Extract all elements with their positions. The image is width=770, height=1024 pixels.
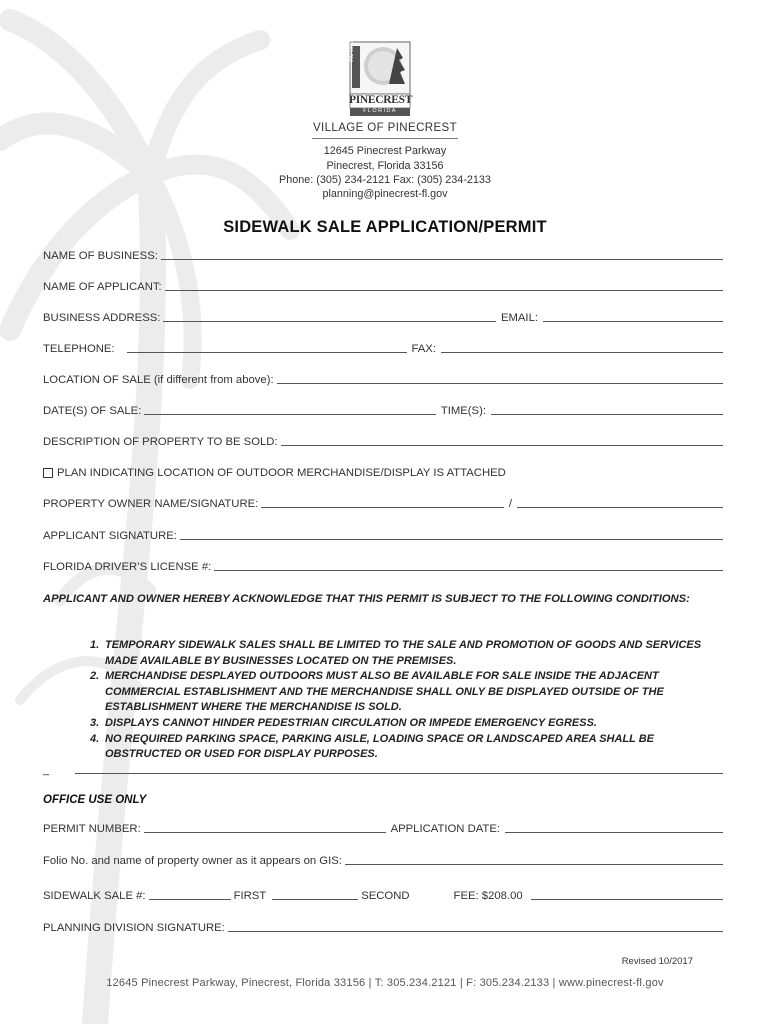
second-sale-line[interactable] — [272, 899, 358, 900]
first-label: FIRST — [233, 890, 267, 902]
business-address-label: BUSINESS ADDRESS: — [43, 312, 161, 324]
divider-row — [43, 764, 726, 776]
location-line[interactable] — [277, 383, 723, 384]
applicant-name-label: NAME OF APPLICANT: — [43, 281, 162, 293]
planning-signature-label: PLANNING DIVISION SIGNATURE: — [43, 922, 225, 934]
office-use-heading: OFFICE USE ONLY — [43, 794, 147, 806]
village-divider — [312, 138, 458, 139]
condition-text: MERCHANDISE DESPLAYED OUTDOORS MUST ALSO BE AVAILABLE FOR SALE INSIDE THE ADJACENT COMMERCIAL ESTABLISHMENT AND THE MERCHANDISE SHALL ONLY BE DISPLAYED OUTSIDE OF THE ESTABLISHMENT WHERE THE MERCHANDISE IS SOLD. — [105, 670, 664, 714]
divider-line — [75, 773, 723, 774]
permit-number-line[interactable] — [144, 832, 386, 833]
fax-label: FAX: — [411, 343, 436, 355]
location-label: LOCATION OF SALE (if different from above): — [43, 374, 274, 386]
business-address-line[interactable] — [163, 321, 496, 322]
applicant-signature-line[interactable] — [180, 539, 723, 540]
planning-signature-row — [43, 922, 726, 934]
permit-row — [43, 823, 726, 835]
conditions-list — [90, 638, 730, 763]
permit-number-label: PERMIT NUMBER: — [43, 823, 141, 835]
times-label: TIME(S): — [440, 405, 486, 417]
owner-signature-row — [43, 498, 726, 510]
business-name-row — [43, 250, 726, 262]
dates-label: DATE(S) OF SALE: — [43, 405, 142, 417]
application-date-label: APPLICATION DATE: — [390, 823, 500, 835]
divider-mark: _ — [43, 764, 50, 776]
business-name-label: NAME OF BUSINESS: — [43, 250, 158, 262]
dates-line[interactable] — [144, 414, 435, 415]
logo-seal-text: INC 1996 — [349, 40, 355, 62]
drivers-license-row — [43, 561, 726, 573]
description-line[interactable] — [281, 445, 723, 446]
plan-checkbox-row — [43, 467, 726, 479]
condition-number: 2. — [90, 670, 100, 683]
first-sale-line[interactable] — [149, 899, 231, 900]
description-label: DESCRIPTION OF PROPERTY TO BE SOLD: — [43, 436, 278, 448]
address-street: 12645 Pinecrest Parkway — [323, 145, 447, 157]
list-item — [90, 732, 730, 763]
telephone-label: TELEPHONE: — [43, 343, 115, 355]
owner-name-line[interactable] — [261, 507, 504, 508]
email-line[interactable] — [543, 321, 723, 322]
second-label: SECOND — [361, 890, 410, 902]
description-row — [43, 436, 726, 448]
applicant-name-row — [43, 281, 726, 293]
logo-subtext: FLORIDA — [363, 108, 397, 114]
plan-checkbox-label: PLAN INDICATING LOCATION OF OUTDOOR MERCHANDISE/DISPLAY IS ATTACHED — [57, 467, 506, 479]
fax-line[interactable] — [441, 352, 723, 353]
fee-line[interactable] — [531, 899, 723, 900]
page-title: SIDEWALK SALE APPLICATION/PERMIT — [223, 218, 547, 236]
applicant-signature-label: APPLICANT SIGNATURE: — [43, 530, 177, 542]
page-footer: 12645 Pinecrest Parkway, Pinecrest, Florida 33156 | T: 305.234.2121 | F: 305.234.2133 | www.pinecrest-fl.gov — [106, 977, 664, 989]
condition-number: 4. — [90, 732, 100, 745]
village-name: VILLAGE OF PINECREST — [312, 122, 458, 134]
dates-times-row — [43, 405, 726, 417]
telephone-line[interactable] — [127, 352, 407, 353]
address-phone: Phone: (305) 234-2121 Fax: (305) 234-2133 — [279, 174, 491, 186]
applicant-name-line[interactable] — [165, 290, 723, 291]
times-line[interactable] — [491, 414, 723, 415]
planning-signature-line[interactable] — [228, 931, 723, 932]
plan-checkbox[interactable] — [43, 468, 53, 478]
fee-label: FEE: $208.00 — [453, 890, 523, 902]
owner-signature-line[interactable] — [517, 507, 723, 508]
business-name-line[interactable] — [161, 259, 723, 260]
sidewalk-sale-label: SIDEWALK SALE #: — [43, 890, 146, 902]
drivers-license-label: FLORIDA DRIVER’S LICENSE #: — [43, 561, 212, 573]
list-item — [90, 638, 730, 669]
condition-number: 1. — [90, 639, 100, 651]
acknowledgement-text: APPLICANT AND OWNER HEREBY ACKNOWLEDGE THAT THIS PERMIT IS SUBJECT TO THE FOLLOWING CONDITIONS: — [43, 593, 690, 605]
condition-text: TEMPORARY SIDEWALK SALES SHALL BE LIMITED TO THE SALE AND PROMOTION OF GOODS AND SERVICES MADE AVAILABLE BY BUSINESSES LOCATED ON THE PREMISES. — [105, 639, 702, 667]
condition-text: NO REQUIRED PARKING SPACE, PARKING AISLE, LOADING SPACE OR LANDSCAPED AREA SHALL BE OBSTRUCTED OR USED FOR DISPLAY PURPOSES. — [105, 732, 655, 761]
condition-number: 3. — [90, 716, 100, 729]
folio-line[interactable] — [345, 864, 723, 865]
revision-date: Revised 10/2017 — [621, 956, 693, 967]
address-email: planning@pinecrest-fl.gov — [322, 188, 448, 200]
list-item — [90, 716, 730, 732]
email-label: EMAIL: — [500, 312, 538, 324]
address-email-row — [43, 312, 726, 324]
list-item — [90, 669, 730, 716]
logo-wordmark: PINECREST — [349, 94, 413, 106]
phone-fax-row — [43, 343, 726, 355]
address-city: Pinecrest, Florida 33156 — [326, 160, 444, 172]
slash-separator: / — [508, 498, 512, 510]
drivers-license-line[interactable] — [214, 570, 723, 571]
sidewalk-sale-row — [43, 890, 726, 902]
pinecrest-logo — [347, 40, 413, 118]
owner-signature-label: PROPERTY OWNER NAME/SIGNATURE: — [43, 498, 259, 510]
folio-row — [43, 855, 726, 867]
folio-label: Folio No. and name of property owner as it appears on GIS: — [43, 855, 342, 867]
applicant-signature-row — [43, 530, 726, 542]
location-row — [43, 374, 726, 386]
application-date-line[interactable] — [505, 832, 723, 833]
condition-text: DISPLAYS CANNOT HINDER PEDESTRIAN CIRCULATION OR IMPEDE EMERGENCY EGRESS. — [105, 716, 597, 729]
